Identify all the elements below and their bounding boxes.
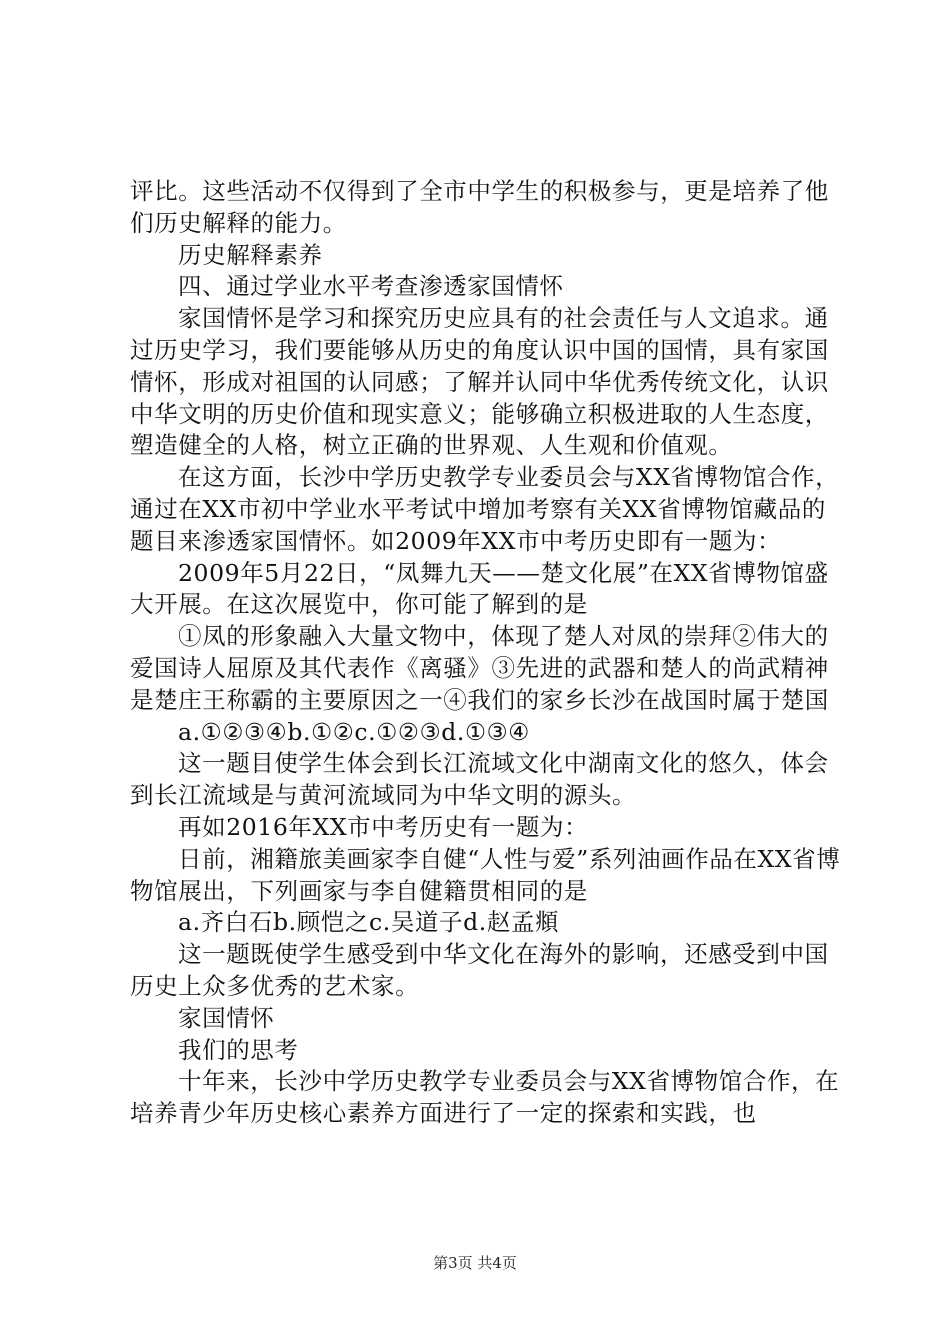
paragraph-ten-years: 十年来，长沙中学历史教学专业委员会与XX省博物馆合作，在培养青少年历史核心素养方面进行了一定的探索和实践，也 <box>130 1067 840 1128</box>
question-2016-options: a.齐白石b.顾恺之c.吴道子d.赵孟頫 <box>178 908 560 937</box>
section-label-patriotism: 家国情怀 <box>178 1003 275 1032</box>
question-2009-options: a.①②③④b.①②c.①②③d.①③④ <box>178 717 530 746</box>
paragraph-patriotism-definition: 家国情怀是学习和探究历史应具有的社会责任与人文追求。通过历史学习，我们要能够从历史的角度认识中国的国情，具有家国情怀，形成对祖国的认同感；了解并认同中华优秀传统文化，认识中华文明的历史价值和现实意义；能够确立积极进取的人生态度，塑造健全的人格，树立正确的世界观、人生观和价值观。 <box>130 304 829 460</box>
question-2016-comment: 这一题既使学生感受到中华文化在海外的影响，还感受到中国历史上众多优秀的艺术家。 <box>130 940 829 1000</box>
question-2009-comment: 这一题目使学生体会到长江流域文化中湖南文化的悠久，体会到长江流域是与黄河流域同为中华文明的源头。 <box>130 749 829 810</box>
question-2009-stem: 2009年5月22日，“凤舞九天——楚文化展”在XX省博物馆盛大开展。在这次展览中，你可能了解到的是 <box>130 558 829 619</box>
paragraph-cooperation: 在这方面，长沙中学历史教学专业委员会与XX省博物馆合作，通过在XX市初中学业水平考试中增加考察有关XX省博物馆藏品的题目来渗透家国情怀。如2009年XX市中考历史即有一题为： <box>130 463 840 555</box>
question-2009-statements: ①凤的形象融入大量文物中，体现了楚人对凤的崇拜②伟大的爱国诗人屈原及其代表作《离骚》③先进的武器和楚人的尚武精神是楚庄王称霸的主要原因之一④我们的家乡长沙在战国时属于楚国 <box>130 622 829 714</box>
section-label-our-thoughts: 我们的思考 <box>178 1035 299 1064</box>
question-2016-intro: 再如2016年XX市中考历史有一题为： <box>178 812 589 841</box>
page-footer: 第3页 共4页 <box>433 1254 517 1272</box>
section-heading-four: 四、通过学业水平考查渗透家国情怀 <box>178 272 564 301</box>
document-body <box>130 176 842 1130</box>
question-2016-stem: 日前，湘籍旅美画家李自健“人性与爱”系列油画作品在XX省博物馆展出，下列画家与李自健籍贯相同的是 <box>130 844 841 905</box>
section-label-history-interpretation: 历史解释素养 <box>178 240 323 269</box>
paragraph-1: 评比。这些活动不仅得到了全市中学生的积极参与，更是培养了他们历史解释的能力。 <box>130 177 829 237</box>
